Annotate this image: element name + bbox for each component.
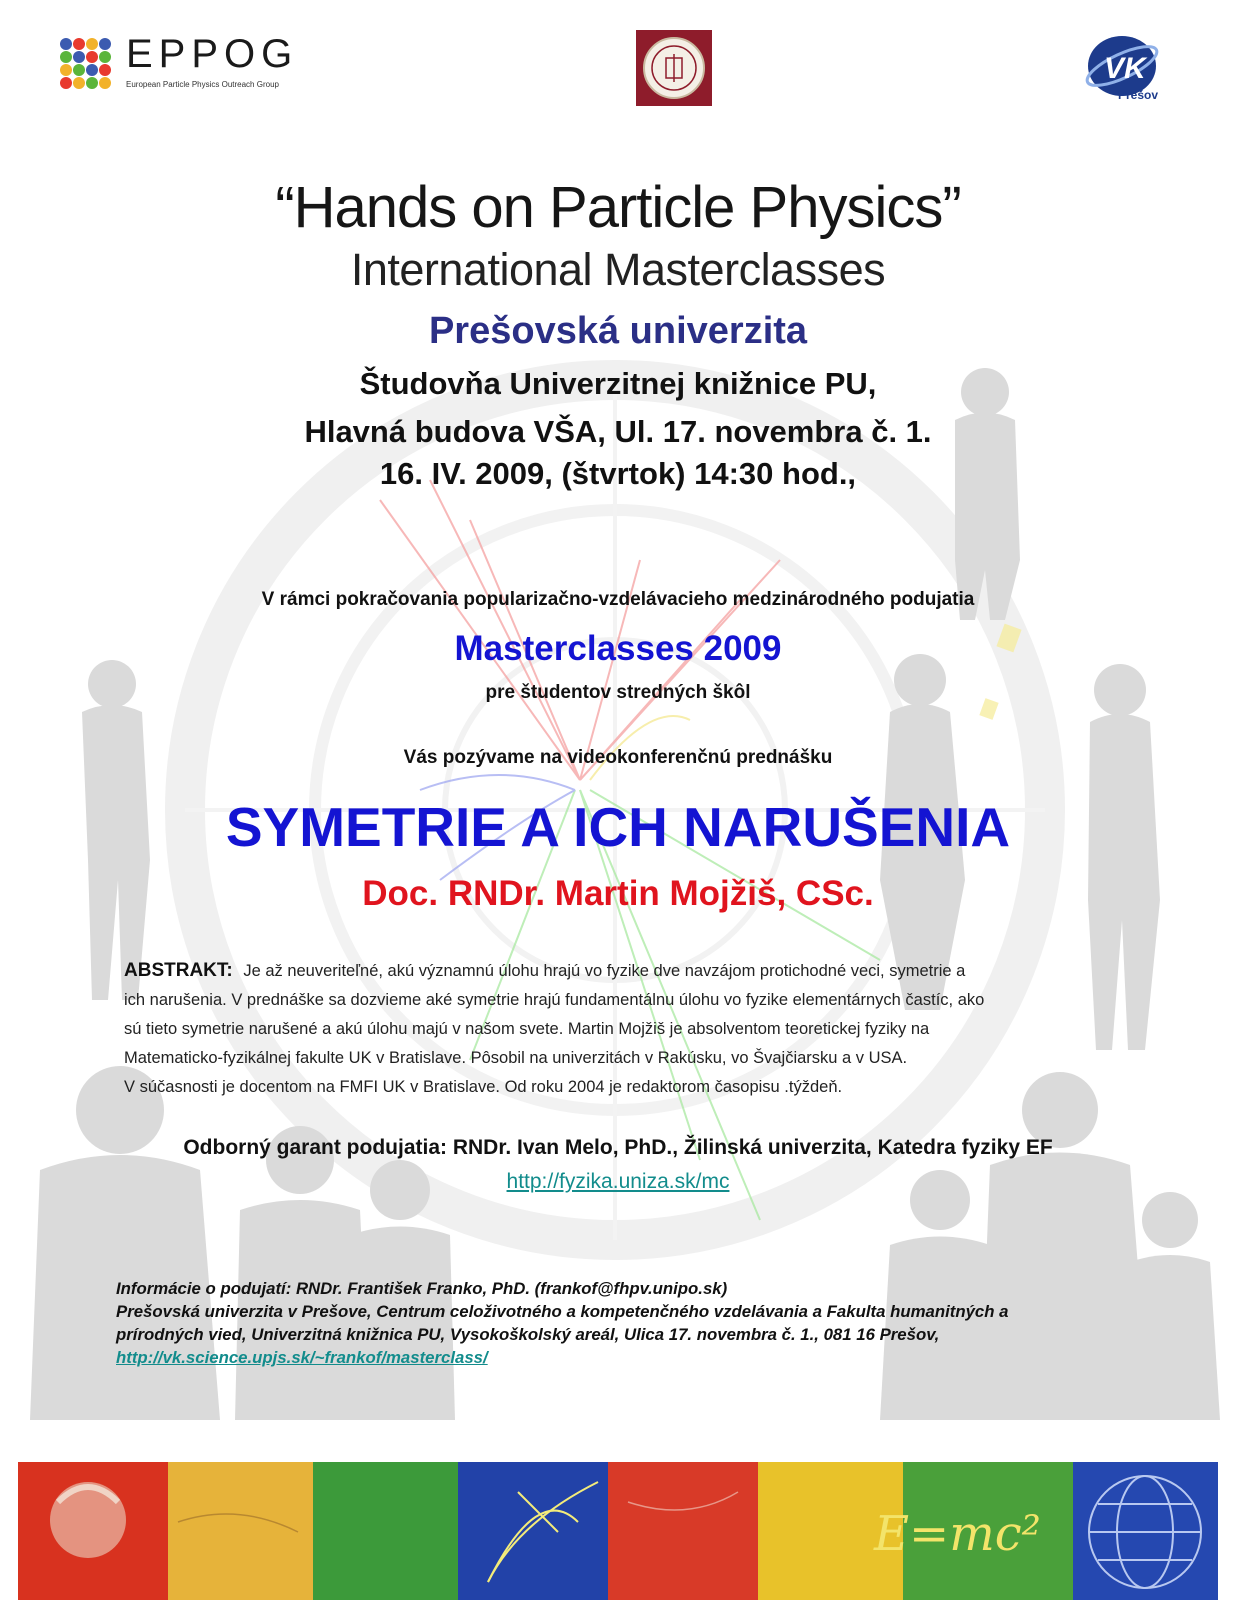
event-audience: pre študentov stredných škôl bbox=[485, 682, 751, 703]
abstract-line: sú tieto symetrie narušené a akú úlohu majú v našom svete. Martin Mojžiš je absolventom teoretickej fyziky na bbox=[124, 1020, 930, 1038]
eppog-subtitle: European Particle Physics Outreach Group bbox=[126, 80, 279, 89]
event-intro: V rámci pokračovania popularizačno-vzdelávacieho medzinárodného podujatia bbox=[261, 589, 975, 610]
contact-info bbox=[116, 1277, 1136, 1369]
vk-logo-city: Prešov bbox=[1118, 88, 1159, 102]
abstract-line bbox=[124, 956, 1114, 986]
venue-line-2: Hlavná budova VŠA, Ul. 17. novembra č. 1. bbox=[304, 414, 932, 449]
footer-formula: E=mc² bbox=[874, 1506, 1041, 1562]
guarantor-url-row bbox=[0, 1170, 1236, 1194]
lecture-invitation: Vás pozývame na videokonferenčnú prednášku bbox=[403, 747, 833, 768]
contact-url-row bbox=[116, 1346, 1136, 1369]
event-name: Masterclasses 2009 bbox=[454, 629, 782, 668]
contact-line: Informácie o podujatí: RNDr. František Franko, PhD. (frankof@fhpv.unipo.sk) bbox=[116, 1279, 728, 1298]
footer-banner bbox=[18, 1462, 1218, 1600]
poster-subtitle: International Masterclasses bbox=[350, 244, 886, 295]
contact-line: Prešovská univerzita v Prešove, Centrum celoživotného a kompetenčného vzdelávania a Fakulta humanitných a bbox=[116, 1302, 1009, 1321]
university-seal-icon bbox=[636, 30, 712, 106]
abstract-text: Je až neuveriteľné, akú významnú úlohu hrajú vo fyzike dve navzájom protichodné veci, symetrie a bbox=[243, 962, 966, 980]
venue-line-1: Študovňa Univerzitnej knižnice PU, bbox=[359, 366, 877, 401]
venue-date-line: 16. IV. 2009, (štvrtok) 14:30 hod., bbox=[379, 456, 857, 491]
contact-line: prírodných vied, Univerzitná knižnica PU, Vysokoškolský areál, Ulica 17. novembra č. 1., 081 16 Prešov, bbox=[116, 1325, 940, 1344]
logo-row bbox=[0, 0, 1236, 120]
poster-title: “Hands on Particle Physics” bbox=[275, 175, 961, 240]
vk-letters: VK bbox=[1104, 52, 1146, 85]
abstract-label: ABSTRAKT: bbox=[124, 960, 233, 981]
abstract-line: Matematicko-fyzikálnej fakulte UK v Bratislave. Pôsobil na univerzitách v Rakúsku, vo Švajčiarsku a v USA. bbox=[124, 1049, 908, 1067]
lecture-title: SYMETRIE A ICH NARUŠENIA bbox=[225, 796, 1011, 858]
abstract-line: V súčasnosti je docentom na FMFI UK v Bratislave. Od roku 2004 je redaktorom časopisu .týždeň. bbox=[124, 1078, 843, 1096]
masterclass-link[interactable]: http://vk.science.upjs.sk/~frankof/masterclass/ bbox=[116, 1348, 488, 1367]
eppog-logo bbox=[58, 34, 318, 98]
guarantor-line: Odborný garant podujatia: RNDr. Ivan Melo, PhD., Žilinská univerzita, Katedra fyziky EF bbox=[183, 1136, 1053, 1159]
university-name: Prešovská univerzita bbox=[428, 310, 808, 352]
abstract-line: ich narušenia. V prednáške sa dozvieme aké symetrie hrajú fundamentálnu úlohu vo fyzike elementárnych častíc, ako bbox=[124, 991, 985, 1009]
eppog-wordmark: EPPOG bbox=[126, 32, 299, 76]
guarantor-link[interactable]: http://fyzika.uniza.sk/mc bbox=[506, 1170, 730, 1193]
speaker-name: Doc. RNDr. Martin Mojžiš, CSc. bbox=[362, 874, 874, 913]
abstract-block bbox=[124, 956, 1114, 1102]
eppog-dots-icon bbox=[58, 36, 118, 96]
